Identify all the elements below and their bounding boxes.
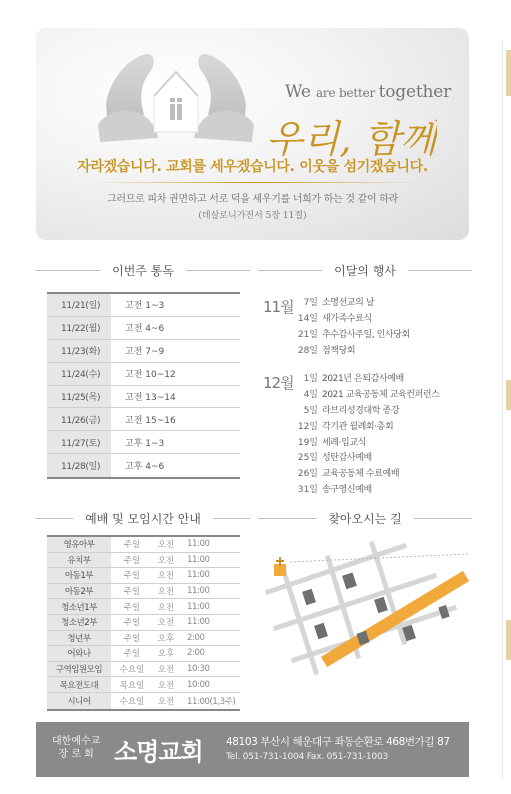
event-day: 1일 — [303, 374, 318, 384]
meeting-name: 시니어 — [47, 693, 111, 709]
bible-verse: 그러므로 피차 권면하고 서로 덕을 세우기를 너희가 하는 것 같이 하라 — [107, 194, 398, 205]
meeting-day: 주일 — [123, 618, 141, 629]
meeting-name: 목요전도대 — [47, 677, 111, 692]
list-item — [263, 294, 473, 310]
section-title-events: 이달의 행사 — [258, 262, 472, 278]
table-row — [47, 408, 240, 431]
month-block-december — [263, 370, 473, 497]
meeting-day: 주일 — [123, 649, 141, 660]
meeting-day: 목요일 — [119, 680, 145, 691]
event-day: 14일 — [297, 314, 318, 325]
meeting-time: 11:00 — [187, 586, 210, 597]
church-address: 48103 부산시 해운대구 좌동순환로 468번가길 87 — [226, 736, 450, 748]
page-edge-divider — [502, 40, 503, 780]
reading-date: 11/24(수) — [47, 363, 111, 385]
section-title-directions: 찾아오시는 길 — [258, 510, 472, 526]
location-map — [254, 532, 474, 692]
list-item — [263, 385, 473, 401]
meeting-ampm: 오전 — [157, 680, 175, 691]
meeting-ampm: 오전 — [157, 602, 175, 613]
meeting-time: 2:00 — [187, 632, 205, 643]
table-row — [47, 615, 240, 631]
month-label: 11월 — [263, 298, 294, 316]
reading-chapter: 고전 7~9 — [125, 347, 165, 358]
list-item — [263, 326, 473, 342]
reading-date: 11/28(일) — [47, 454, 111, 477]
meeting-time: 10:30 — [187, 664, 210, 675]
denomination — [52, 735, 100, 761]
table-row — [47, 317, 240, 340]
list-item — [263, 310, 473, 326]
table-row — [47, 294, 240, 317]
reading-date: 11/27(토) — [47, 431, 111, 453]
event-day: 12일 — [297, 421, 318, 432]
meeting-time: 2:00 — [187, 648, 205, 659]
meeting-name: 아동1부 — [47, 568, 111, 583]
meeting-ampm: 오전 — [157, 587, 175, 598]
reading-date: 11/23(화) — [47, 340, 111, 362]
event-title: 각기관 월례회·총회 — [322, 421, 394, 432]
table-row — [47, 363, 240, 386]
edge-accent — [506, 620, 511, 660]
meeting-name: 청소년2부 — [47, 615, 111, 630]
meeting-ampm: 오후 — [157, 633, 175, 644]
meeting-ampm: 오전 — [157, 696, 175, 707]
meeting-time: 11:00(1,3주) — [187, 696, 236, 707]
table-row — [47, 599, 240, 615]
list-item — [263, 481, 473, 497]
table-row — [47, 454, 240, 477]
list-item — [263, 370, 473, 386]
list-item — [263, 401, 473, 417]
bible-verse-reference: (데살로니가전서 5장 11절) — [198, 211, 307, 221]
reading-date: 11/25(목) — [47, 386, 111, 408]
hands-with-house-illustration — [96, 34, 256, 144]
event-title: 송구영신예배 — [322, 485, 372, 496]
event-title: 점책당회 — [322, 346, 356, 357]
event-title: 교육공동체 수료예배 — [322, 469, 400, 480]
month-label: 12월 — [263, 373, 294, 392]
meeting-ampm: 오전 — [157, 555, 175, 566]
event-day: 5일 — [303, 405, 318, 416]
table-row — [47, 340, 240, 363]
event-title: 추수감사주일, 인사당회 — [322, 330, 410, 341]
reading-chapter: 고전 4~6 — [125, 324, 165, 335]
event-day: 26일 — [297, 469, 318, 480]
event-day: 31일 — [297, 485, 318, 496]
reading-chapter: 고전 10~12 — [125, 370, 176, 381]
event-day: 25일 — [297, 453, 318, 464]
denomination-line-1: 대한예수교 — [52, 736, 101, 747]
event-day: 28일 — [297, 346, 318, 357]
reading-chapter: 고전 13~14 — [125, 393, 176, 403]
meeting-time: 11:00 — [187, 601, 210, 612]
event-day: 7일 — [303, 298, 318, 309]
meeting-time: 11:00 — [187, 554, 210, 565]
event-title: 2021 교육공동체 교육컨퍼런스 — [322, 389, 440, 400]
meeting-time: 11:00 — [187, 539, 210, 550]
month-block-november — [263, 294, 473, 358]
event-title: 2021년 은퇴감사예배 — [322, 374, 404, 384]
list-item — [263, 433, 473, 449]
reading-date: 11/22(월) — [47, 317, 111, 339]
table-row — [47, 693, 240, 709]
event-title: 세례·입교식 — [322, 437, 366, 448]
reading-chapter: 고전 1~3 — [125, 301, 165, 312]
reading-date: 11/26(금) — [47, 408, 111, 430]
table-row — [47, 646, 240, 662]
meeting-ampm: 오전 — [157, 571, 175, 582]
meeting-name: 청년부 — [47, 631, 111, 646]
slogan: 자라겠습니다. 교회를 세우겠습니다. 이웃을 섬기겠습니다. — [77, 159, 428, 175]
section-title-reading: 이번주 통독 — [36, 262, 250, 278]
meeting-ampm: 오전 — [157, 665, 175, 676]
meeting-time: 11:00 — [187, 570, 210, 581]
script-title-text: 우리, 함께 — [266, 117, 437, 161]
table-row — [47, 386, 240, 409]
list-item — [263, 417, 473, 433]
worship-schedule-table — [47, 535, 240, 711]
meeting-day: 주일 — [123, 571, 141, 582]
reading-schedule-table — [47, 292, 240, 479]
list-item — [263, 449, 473, 465]
table-row — [47, 537, 240, 553]
edge-accent — [506, 50, 511, 96]
meeting-name: 청소년1부 — [47, 599, 111, 614]
event-title: 라브리성경대학 종강 — [322, 405, 400, 416]
table-row — [47, 553, 240, 569]
monthly-events — [263, 294, 473, 497]
church-phone: Tel. 051-731-1004 Fax. 051-731-1003 — [226, 752, 389, 762]
meeting-name: 어와나 — [47, 646, 111, 661]
meeting-name: 영유아부 — [47, 537, 111, 552]
reading-date: 11/21(일) — [47, 294, 111, 316]
edge-accent — [506, 380, 511, 410]
list-item — [263, 465, 473, 481]
table-row — [47, 677, 240, 693]
table-row — [47, 631, 240, 647]
meeting-ampm: 오후 — [157, 649, 175, 660]
denomination-line-2: 장 로 회 — [58, 749, 94, 760]
hero-banner — [36, 28, 469, 240]
meeting-time: 11:00 — [187, 617, 210, 628]
list-item — [263, 342, 473, 358]
meeting-time: 10:00 — [187, 679, 210, 690]
meeting-day: 주일 — [123, 555, 141, 566]
table-row — [47, 431, 240, 454]
meeting-day: 주일 — [123, 633, 141, 644]
meeting-day: 주일 — [123, 587, 141, 598]
meeting-day: 수요일 — [119, 665, 145, 676]
meeting-day: 수요일 — [119, 696, 145, 707]
meeting-ampm: 오전 — [157, 540, 175, 551]
event-day: 4일 — [303, 389, 318, 400]
event-title: 소명선교의 날 — [322, 298, 375, 309]
event-day: 21일 — [297, 330, 318, 341]
english-tagline: We are better together — [285, 82, 452, 102]
event-title: 성탄감사예배 — [322, 453, 372, 464]
footer — [36, 722, 469, 777]
table-row — [47, 584, 240, 600]
meeting-name: 유치부 — [47, 553, 111, 568]
section-title-worship: 예배 및 모임시간 안내 — [36, 510, 250, 526]
church-name: 소명교회 — [114, 738, 203, 766]
meeting-day: 주일 — [123, 540, 141, 551]
table-row — [47, 568, 240, 584]
meeting-name: 아동2부 — [47, 584, 111, 599]
event-day: 19일 — [297, 437, 318, 448]
reading-chapter: 고전 15~16 — [125, 415, 176, 426]
reading-chapter: 고후 1~3 — [125, 438, 165, 449]
meeting-name: 구역임원모임 — [47, 662, 111, 677]
meeting-day: 주일 — [123, 602, 141, 613]
divider — [92, 182, 422, 183]
meeting-ampm: 오전 — [157, 618, 175, 629]
reading-chapter: 고후 4~6 — [125, 462, 165, 473]
table-row — [47, 662, 240, 678]
event-title: 새가족수료식 — [322, 314, 372, 325]
